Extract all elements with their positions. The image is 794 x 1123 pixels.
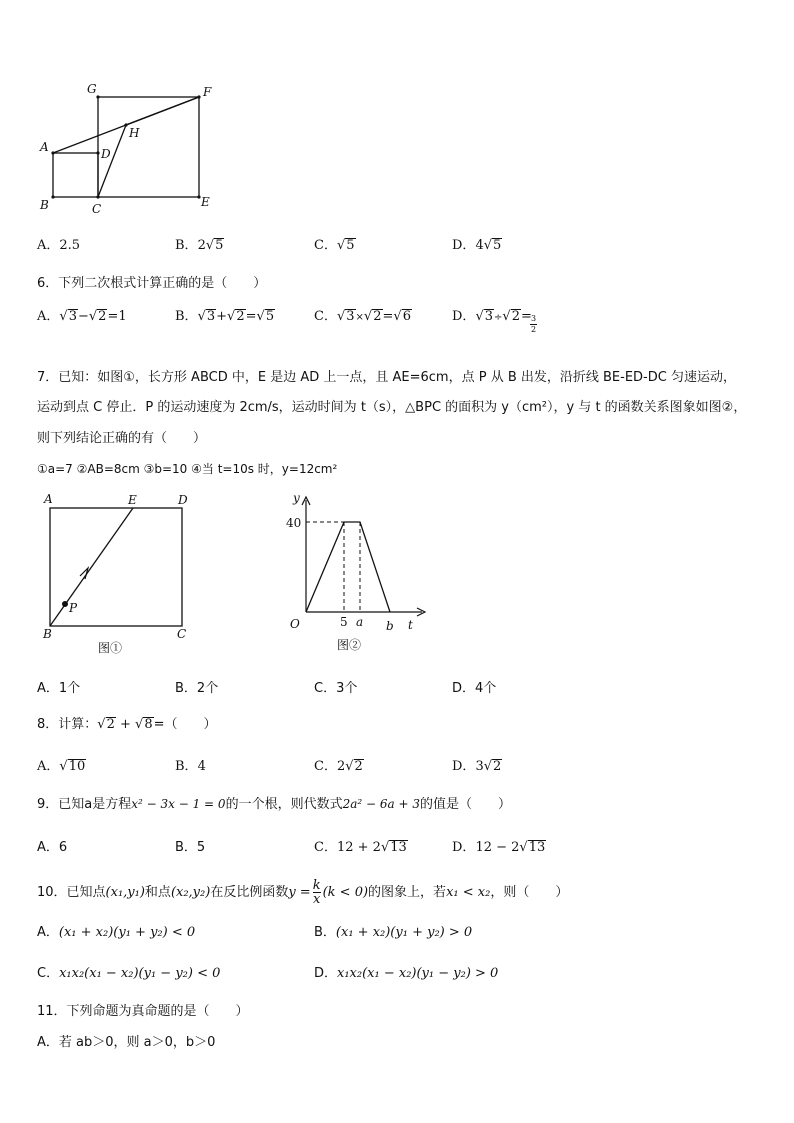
q10-option-c[interactable]: C．x₁x₂(x₁ − x₂)(y₁ − y₂) < 0 [37, 966, 221, 981]
q9-option-a[interactable]: A．6 [37, 840, 68, 855]
q6-d-fraction: 3 2 [530, 314, 537, 334]
q9-option-b[interactable]: B．5 [175, 840, 206, 855]
q10-stem: 10．已知点(x₁,y₁)和点(x₂,y₂)在反比例函数y = $\frac{k}{x}$ (k < 0)的图象上，若x₁ < x₂，则（ ） [37, 878, 569, 907]
sqrt-icon: √ [363, 309, 373, 324]
axis-label-t: t [408, 618, 413, 632]
q8-option-b[interactable]: B．4 [175, 759, 206, 774]
sqrt-icon: √ [135, 717, 144, 732]
q10-option-a[interactable]: A．(x₁ + x₂)(y₁ + y₂) < 0 [37, 925, 196, 940]
label-h: H [129, 126, 140, 140]
tick-b: b [386, 619, 394, 633]
q7-figure-2 [280, 488, 430, 660]
q7-stem-line1: 7．已知：如图①，长方形 ABCD 中，E 是边 AD 上一点，且 AE=6cm，点 P 从 B 出发，沿折线 BE-ED-DC 匀速运动， [37, 370, 736, 385]
q5-option-a[interactable]: A．2.5 [37, 238, 81, 253]
line-hf-part [126, 97, 199, 125]
q7-stem-line3: 则下列结论正确的有（ ） [37, 431, 207, 446]
label-p: P [69, 601, 78, 615]
q6-option-d[interactable]: D．√3÷√2= [452, 309, 532, 324]
rect-square-abcd [53, 153, 98, 197]
q6-option-b[interactable]: B．√3+√2=√5 [175, 309, 275, 324]
label-c: C [92, 202, 102, 216]
q7-option-d[interactable]: D．4个 [452, 681, 497, 696]
sqrt-icon: √ [475, 309, 484, 324]
label-g: G [87, 82, 97, 96]
sqrt-icon: √ [97, 717, 106, 732]
q6-stem: 6．下列二次根式计算正确的是（ ） [37, 276, 267, 291]
q8-option-a[interactable]: A．√10 [37, 759, 86, 774]
point-p [62, 601, 68, 607]
q11-option-a[interactable]: A．若 ab＞0，则 a＞0，b＞0 [37, 1035, 216, 1050]
q7-stem-line2: 运动到点 C 停止．P 的运动速度为 2cm/s，运动时间为 t（s），△BPC 的面积为 y（cm²），y 与 t 的函数关系图象如图②， [37, 400, 747, 415]
q5-option-b[interactable]: B．2√5 [175, 238, 224, 253]
q6-option-c[interactable]: C．√3×√2=√6 [314, 309, 411, 324]
q10-option-b[interactable]: B．(x₁ + x₂)(y₁ + y₂) > 0 [314, 925, 473, 940]
sqrt-icon: √ [59, 759, 68, 774]
sqrt-icon: √ [502, 309, 511, 324]
label-d: D [178, 493, 188, 507]
origin-label: O [290, 617, 300, 631]
q7-option-b[interactable]: B．2个 [175, 681, 219, 696]
q7-figure-1 [35, 490, 200, 660]
sqrt-icon: √ [59, 309, 68, 324]
label-d: D [101, 147, 111, 161]
q5-option-c[interactable]: C．√5 [314, 238, 355, 253]
q11-stem: 11．下列命题为真命题的是（ ） [37, 1004, 249, 1019]
tick-40: 40 [286, 516, 302, 530]
q8-option-d[interactable]: D．3√2 [452, 759, 502, 774]
label-b: B [40, 198, 49, 212]
line-be [50, 508, 133, 626]
sqrt-icon: √ [345, 759, 354, 774]
label-c: C [177, 627, 187, 641]
sqrt-icon: √ [205, 238, 215, 253]
label-a: A [40, 140, 49, 154]
line-ch [98, 125, 126, 197]
q5-option-d[interactable]: D．4√5 [452, 238, 502, 253]
label-b: B [43, 627, 52, 641]
label-a: A [44, 492, 53, 506]
sqrt-icon: √ [88, 309, 98, 324]
geometry-figure-rectangles [30, 78, 230, 218]
sqrt-icon: √ [393, 309, 402, 324]
q6-option-a[interactable]: A．√3−√2=1 [37, 309, 127, 324]
sqrt-icon: √ [519, 840, 528, 855]
label-f: F [203, 85, 212, 99]
axis-label-y: y [293, 491, 300, 505]
q7-stem-line4: ①a=7 ②AB=8cm ③b=10 ④当 t=10s 时，y=12cm² [37, 462, 338, 476]
q7-option-a[interactable]: A．1个 [37, 681, 81, 696]
q7-option-c[interactable]: C．3个 [314, 681, 358, 696]
rect-cefg [98, 97, 199, 197]
label-e: E [128, 493, 137, 507]
sqrt-icon: √ [483, 238, 493, 253]
sqrt-icon: √ [256, 309, 265, 324]
sqrt-icon: √ [483, 759, 493, 774]
q8-option-c[interactable]: C．2√2 [314, 759, 363, 774]
sqrt-icon: √ [336, 309, 346, 324]
tick-5: 5 [340, 615, 348, 629]
sqrt-icon: √ [336, 238, 346, 253]
figure-1-caption: 图① [98, 641, 123, 655]
sqrt-icon: √ [197, 309, 206, 324]
q9-option-d[interactable]: D．12 − 2√13 [452, 840, 546, 855]
sqrt-icon: √ [380, 840, 390, 855]
q8-stem: 8．计算：√2 + √8=（ ） [37, 717, 217, 732]
fraction-k-over-x: $\frac{k}{x}$ [312, 878, 321, 907]
label-e: E [201, 195, 210, 209]
figure-2-caption: 图② [337, 638, 362, 652]
graph-line [306, 522, 390, 612]
q10-option-d[interactable]: D．x₁x₂(x₁ − x₂)(y₁ − y₂) > 0 [314, 966, 499, 981]
sqrt-icon: √ [227, 309, 236, 324]
q9-option-c[interactable]: C．12 + 2√13 [314, 840, 407, 855]
tick-a: a [356, 615, 364, 629]
q9-stem: 9．已知a是方程x² − 3x − 1 = 0的一个根，则代数式2a² − 6a + 3的值是（ ） [37, 797, 511, 812]
